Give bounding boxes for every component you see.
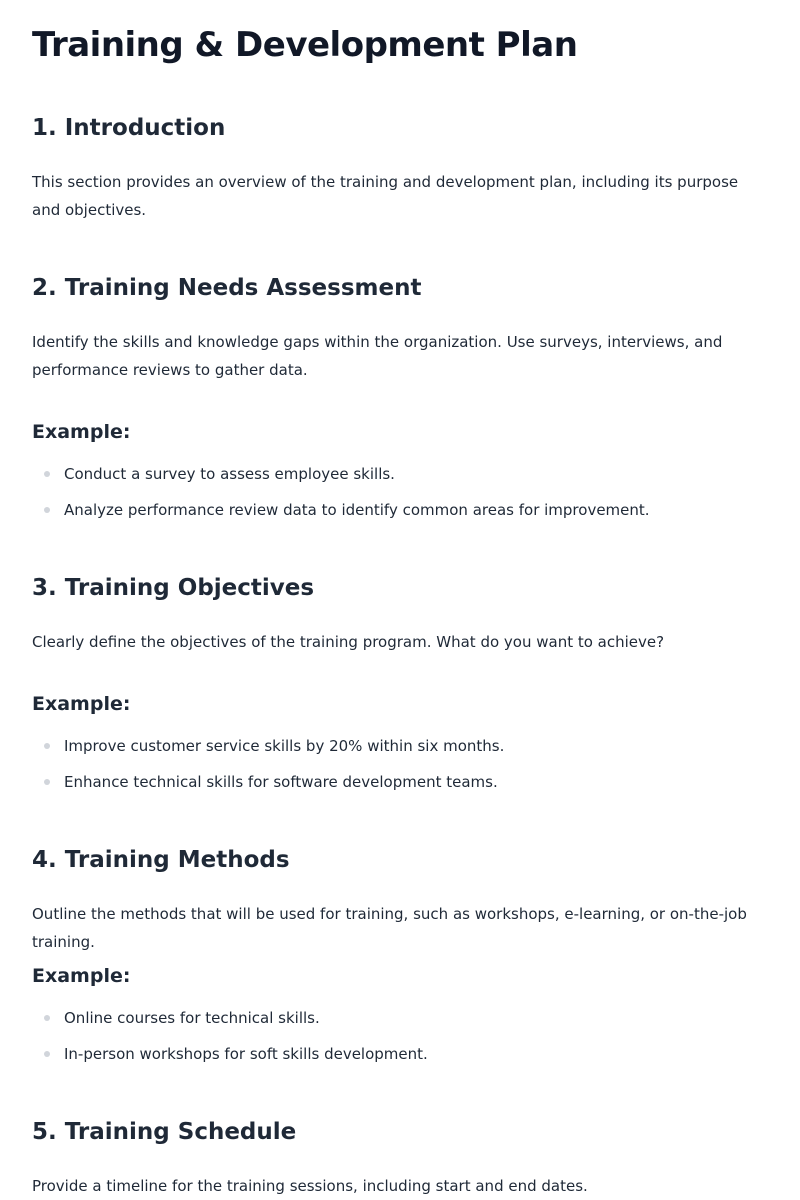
section-body-schedule: Provide a timeline for the training sessions, including start and end dates. [32,1177,588,1195]
list-item [32,1000,428,1036]
example-heading-needs-assessment: Example: [32,421,131,443]
bullet-icon [44,1051,50,1057]
list-item-text: In-person workshops for soft skills development. [64,1045,428,1063]
section-heading-objectives: 3. Training Objectives [32,575,315,601]
list-item-text: Analyze performance review data to identify common areas for improvement. [64,501,650,519]
list-item [32,764,504,800]
bullet-icon [44,507,50,513]
list-item [32,1036,428,1072]
section-body-methods: Outline the methods that will be used for training, such as workshops, e-learning, or on-the-job training. [32,905,747,951]
example-list-needs-assessment [32,456,650,528]
section-body-needs-assessment: Identify the skills and knowledge gaps within the organization. Use surveys, interviews, and performance reviews to gather data. [32,333,723,379]
list-item-text: Enhance technical skills for software development teams. [64,773,498,791]
list-item [32,728,504,764]
bullet-icon [44,1015,50,1021]
list-item [32,456,650,492]
example-heading-methods: Example: [32,965,131,987]
section-body-introduction: This section provides an overview of the training and development plan, including its purpose and objectives. [32,173,739,219]
section-heading-methods: 4. Training Methods [32,847,290,873]
example-list-objectives [32,728,504,800]
bullet-icon [44,743,50,749]
example-list-methods [32,1000,428,1072]
list-item [32,492,650,528]
section-body-objectives: Clearly define the objectives of the training program. What do you want to achieve? [32,633,665,651]
list-item-text: Online courses for technical skills. [64,1009,320,1027]
section-heading-introduction: 1. Introduction [32,115,226,141]
section-heading-needs-assessment: 2. Training Needs Assessment [32,275,422,301]
bullet-icon [44,779,50,785]
section-heading-schedule: 5. Training Schedule [32,1119,297,1145]
example-heading-objectives: Example: [32,693,131,715]
list-item-text: Improve customer service skills by 20% within six months. [64,737,505,755]
bullet-icon [44,471,50,477]
list-item-text: Conduct a survey to assess employee skills. [64,465,395,483]
page-title: Training & Development Plan [32,25,578,65]
